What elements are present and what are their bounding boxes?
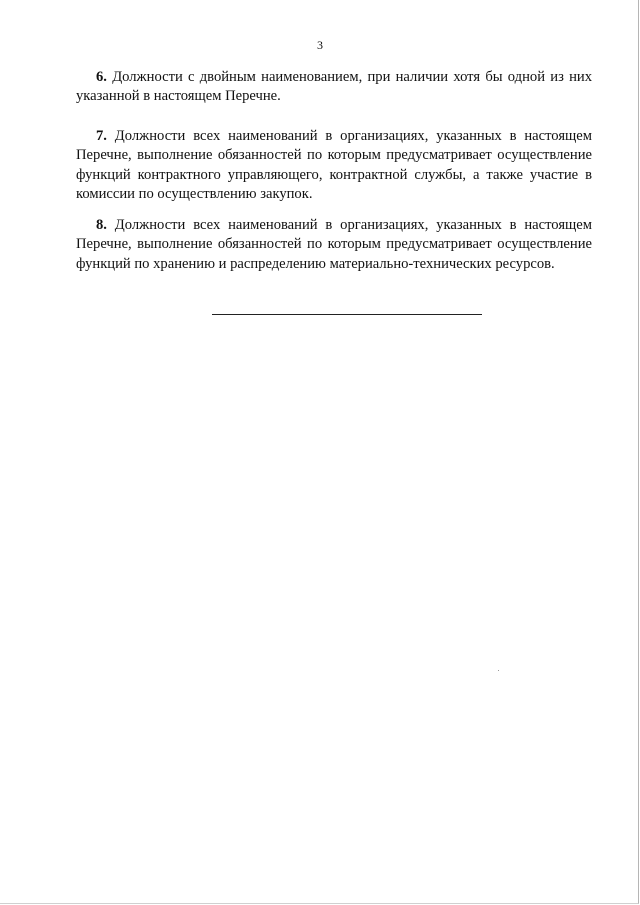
item-text: Должности всех наименований в организациях, указанных в настоящем Перечне, выполнение обязанностей по которым предусматривает осуществление функций по хранению и распределению материально-технических ресурсов. <box>76 217 592 272</box>
list-item <box>76 127 592 204</box>
scan-speck <box>498 670 499 671</box>
item-number: 6. <box>96 69 107 85</box>
item-number: 7. <box>96 128 107 144</box>
item-text: Должности с двойным наименованием, при наличии хотя бы одной из них указанной в настоящем Перечне. <box>76 69 592 105</box>
list-item <box>76 68 592 107</box>
list-item <box>76 216 592 274</box>
page-number: 3 <box>317 38 323 52</box>
item-number: 8. <box>96 217 107 233</box>
item-text: Должности всех наименований в организациях, указанных в настоящем Перечне, выполнение обязанностей по которым предусматривает осуществление функций контрактного управляющего, контрактной службы, а также участие в комиссии по осуществлению закупок. <box>76 128 592 202</box>
end-divider <box>212 314 482 315</box>
